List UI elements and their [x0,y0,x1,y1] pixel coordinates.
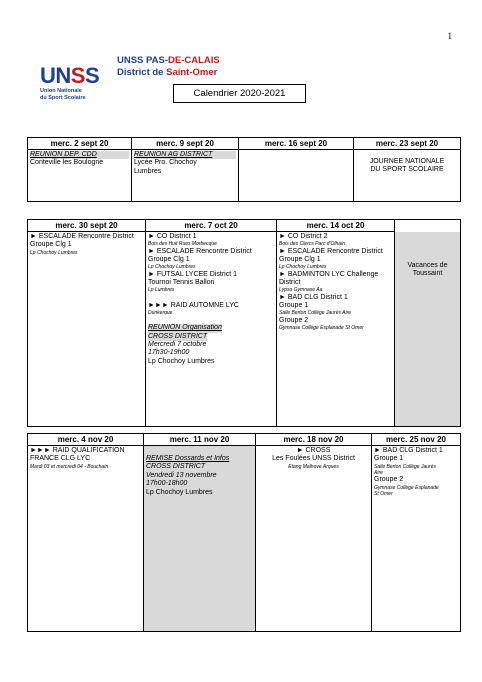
event-title: ► ESCALADE Rencontre District [30,233,134,240]
event-cell [372,446,461,632]
calendar-block-october [27,219,461,427]
event-location: Salle Berton Collège Jaurès Aire [279,310,352,317]
event-cell [144,446,256,632]
event-cell [28,150,132,202]
event-title: ► CO District 1 [148,233,197,240]
event-title: Les Foulées UNSS District [272,455,355,463]
column-header: merc. 7 oct 20 [146,220,277,232]
event-location: Bois des Clercs Parc d'Olhain [279,241,345,248]
event-detail: Groupe Clg 1 [279,256,321,264]
event-title: CROSS DISTRICT [146,463,206,471]
event-location: Conteville les Boulogne [30,159,104,167]
event-time: 17h00-18h00 [146,480,188,488]
event-cell [132,150,239,202]
event-title: JOURNEE NATIONALE [369,158,445,165]
column-header: merc. 2 sept 20 [28,138,132,150]
event-detail: Groupe Clg 1 [30,241,72,249]
event-title: ► CO District 2 [279,233,328,240]
org-line2b: Saint-Omer [166,67,218,78]
logo-subtitle-1: Union Nationale [40,88,82,94]
organization-header [117,55,220,79]
event-title: ► FUTSAL LYCEE District 1 [148,270,238,278]
calendar-block-november [27,433,461,632]
event-location: Bois des Huit Rues Morbecque [148,241,217,248]
event-title: ► ESCALADE Rencontre District [148,247,252,255]
column-header: merc. 9 sept 20 [132,138,239,150]
event-location: Lp Chochoy Lumbres [279,264,327,271]
event-title: REUNION Organisation [148,324,222,332]
event-location: Aire [374,470,383,477]
event-location: Gymnase Collège Esplanade St Omer [279,325,364,332]
event-location: Mardi 03 et mercredi 04 - Bouchain [30,463,109,470]
event-title: REUNION DEP. CDD [30,151,129,159]
event-title: ►►► RAID QUALIFICATION [30,447,125,454]
event-cell [146,232,277,427]
event-title: DU SPORT SCOLAIRE [370,166,444,174]
logo-subtitle-2: du Sport Scolaire [40,95,86,101]
event-cell [277,232,395,427]
event-title: ► CROSS [296,447,331,454]
event-cell [239,150,354,202]
event-detail: Groupe 2 [279,316,309,324]
logo-mark: UNSS [40,63,100,88]
event-cell [354,150,461,202]
column-header: merc. 4 nov 20 [28,434,144,446]
event-title: ►►► RAID AUTOMNE LYC [148,301,239,309]
event-detail: Groupe 1 [374,455,404,463]
event-title: CROSS DISTRICT [148,332,208,340]
event-title: ► BAD CLG District 1 [374,447,443,454]
event-detail: Groupe Clg 1 [148,256,190,264]
event-title: District [279,279,301,287]
org-line1b: DE-CALAIS [168,55,220,66]
column-header: merc. 16 sept 20 [239,138,354,150]
event-location: Lycée Pro. Chochoy [134,159,197,167]
event-title: ► BAD CLG District 1 [279,293,348,301]
event-location: Etang Malhove Arques [288,463,339,470]
holiday-label: Toussaint [412,269,443,277]
holiday-cell [395,232,461,427]
event-location: Lp Chochoy Lumbres [148,357,215,365]
holiday-label: Vacances de [407,261,448,269]
column-header: merc. 14 oct 20 [277,220,395,232]
event-date: Mercredi 7 octobre [148,341,207,349]
event-cell [28,446,144,632]
event-title: FRANCE CLG LYC [30,455,91,463]
event-detail: Tournoi Tennis Ballon [148,279,215,287]
event-title: ► BADMINTON LYC Challenge [279,270,379,278]
event-detail: Groupe 1 [279,302,309,310]
column-header: merc. 18 nov 20 [256,434,372,446]
column-header [395,220,461,232]
event-location: Lumbres [134,167,162,175]
event-title: ► ESCALADE Rencontre District [279,247,383,255]
event-title: REMISE Dossards et Infos [146,455,230,462]
event-detail: Groupe 2 [374,476,404,484]
event-location: Salle Berton Collège Jaurès [374,463,436,470]
event-location: Lp Chochoy Lumbres [30,249,78,256]
event-cell [256,446,372,632]
unss-logo [40,65,110,101]
event-time: 17h30-19h00 [148,349,190,357]
event-location: Lypso Gymnase Aa [279,287,323,294]
event-cell [28,232,146,427]
event-title: REUNION AG DISTRICT [134,151,236,159]
column-header: merc. 23 sept 20 [354,138,461,150]
event-location: St Omer [374,490,393,497]
event-location: Dunkerque [148,310,173,317]
column-header: merc. 25 nov 20 [372,434,461,446]
event-date: Vendredi 13 novembre [146,471,217,479]
column-header: merc. 11 nov 20 [144,434,256,446]
event-location: Lp Lumbres [148,287,175,294]
org-line2a: District de [117,67,167,78]
calendar-block-september [27,137,461,202]
org-line1a: UNSS PAS- [117,55,169,66]
event-location: Gymnase Collège Esplanade [374,484,439,491]
calendar-title: Calendrier 2020-2021 [173,84,306,103]
event-location: Lp Chochoy Lumbres [146,488,213,496]
event-location: Lp Chochoy Lumbres [148,264,196,271]
column-header: merc. 30 sept 20 [28,220,146,232]
page-number: 1 [447,31,452,41]
